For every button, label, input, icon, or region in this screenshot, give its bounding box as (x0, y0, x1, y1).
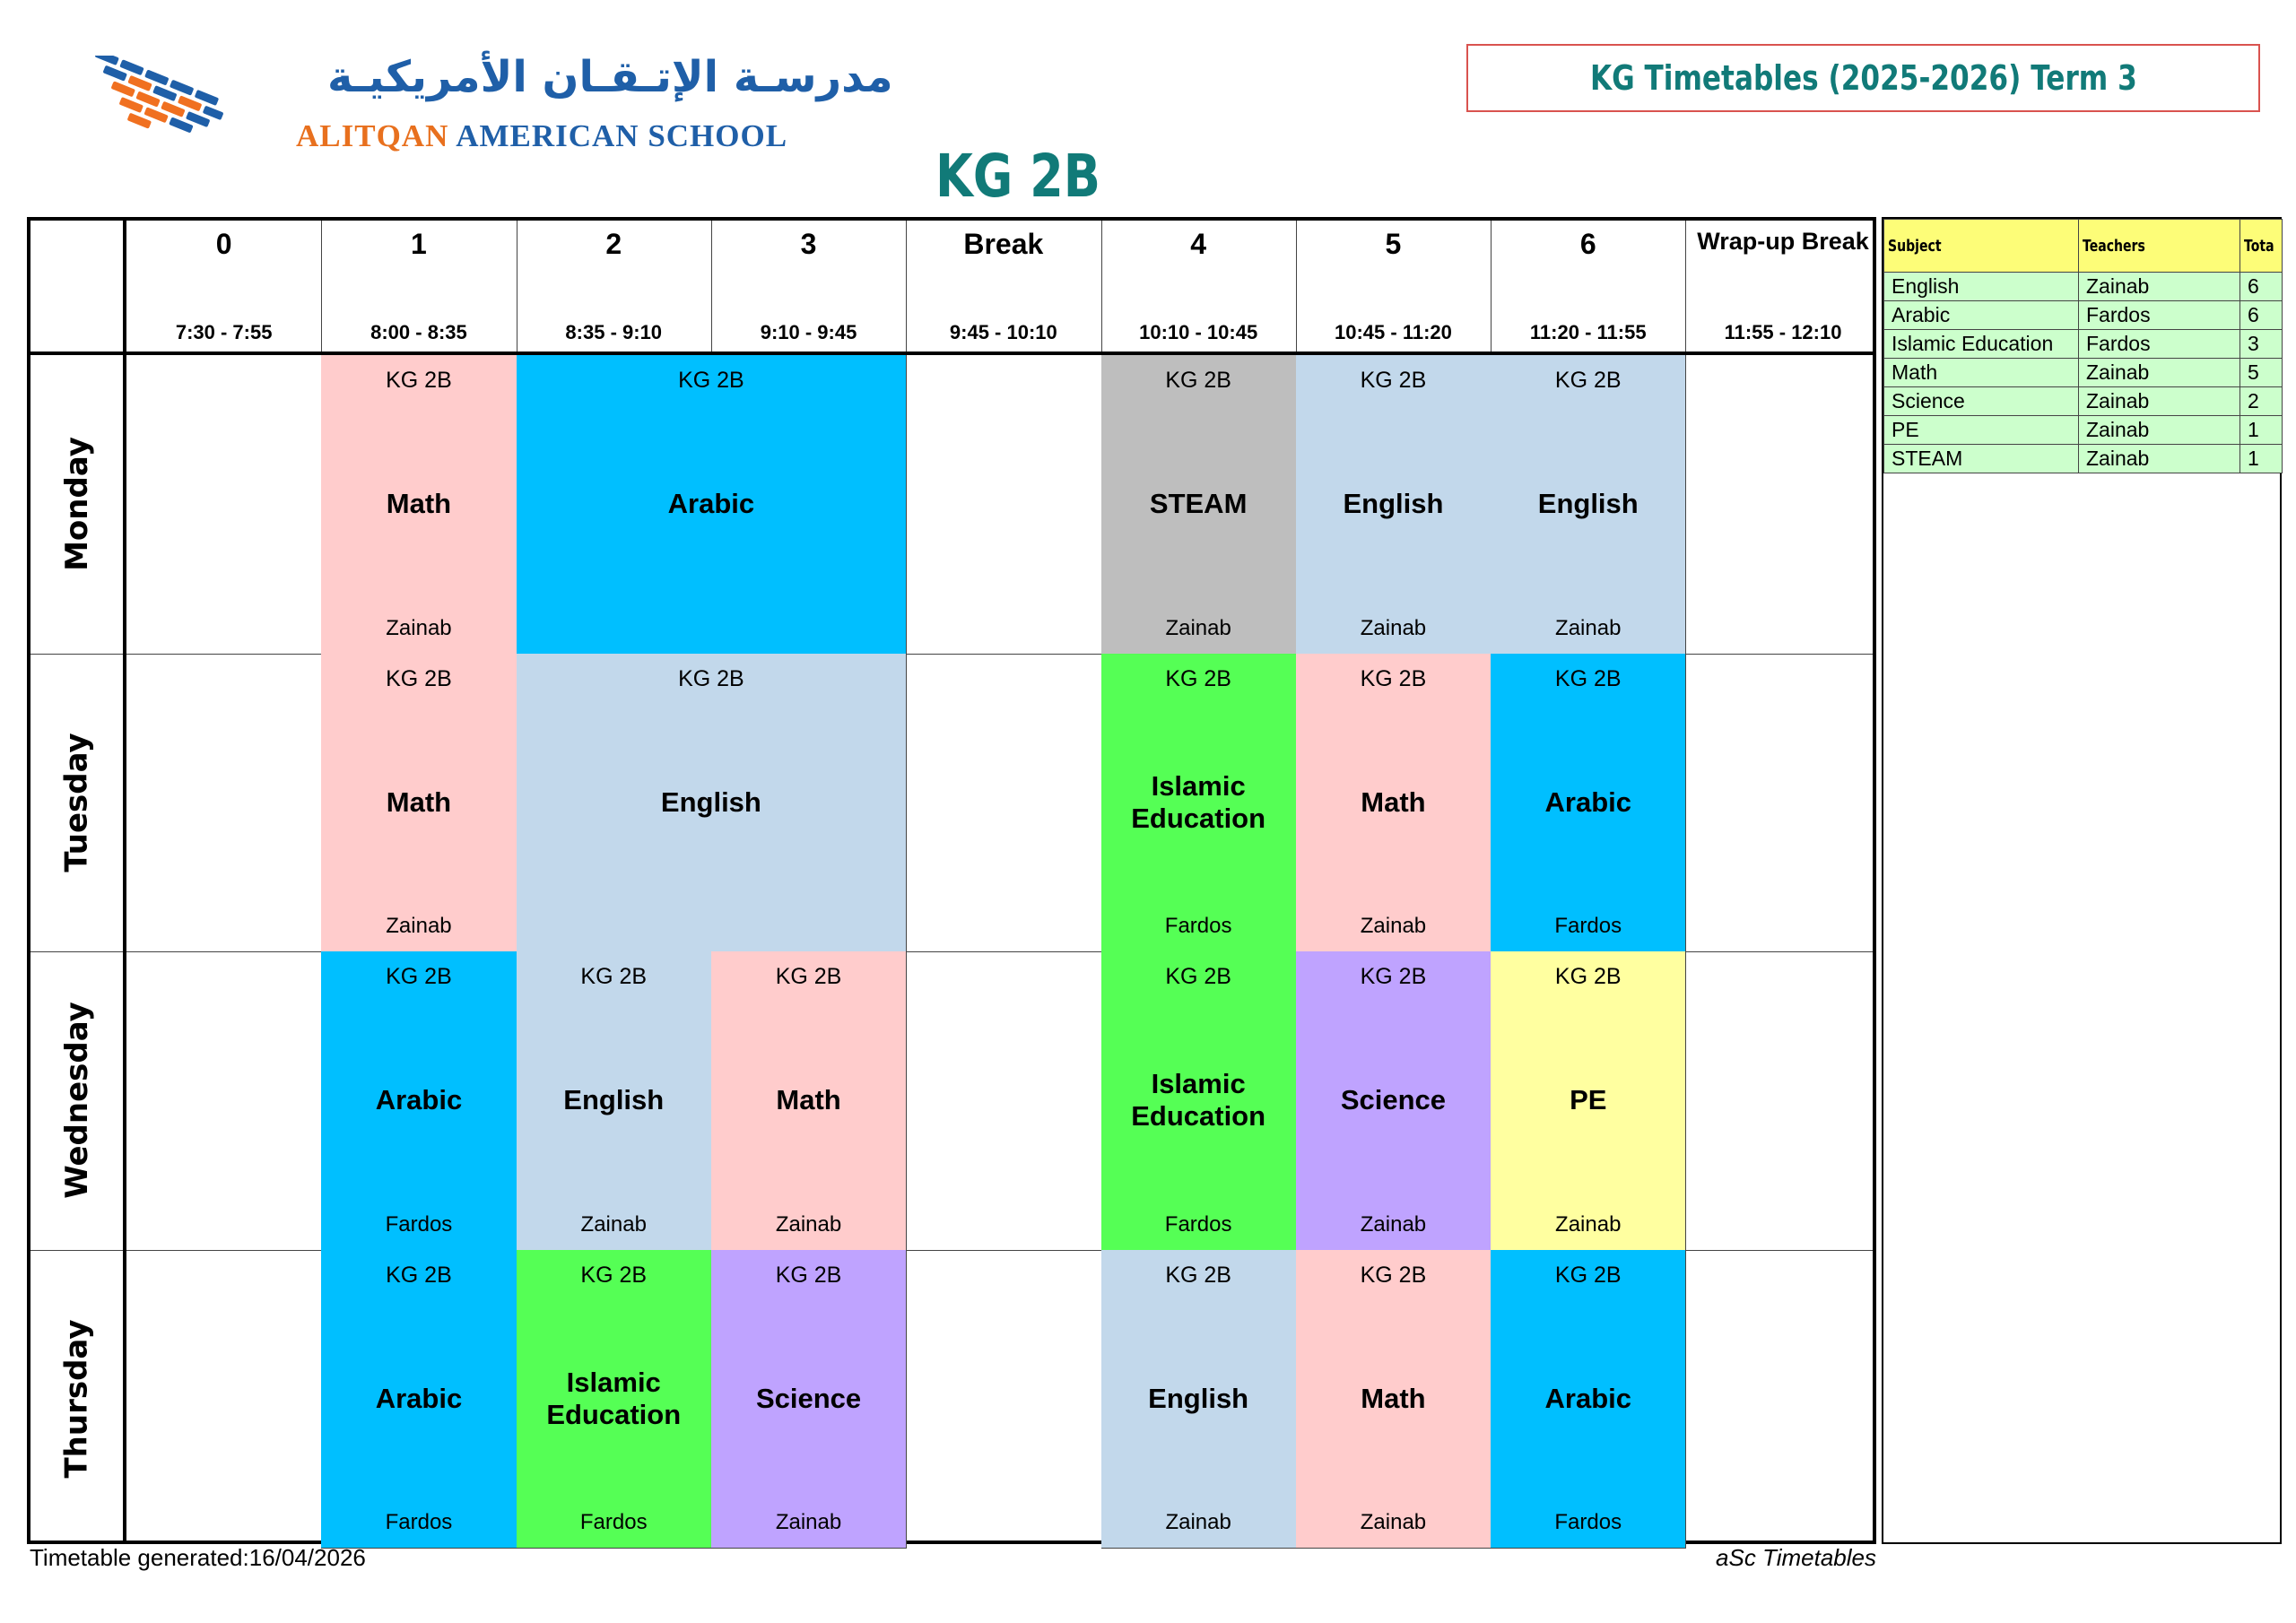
lesson-subject: Arabic (1544, 1382, 1631, 1414)
period-header (1101, 221, 1296, 352)
lesson-cell[interactable] (1296, 355, 1492, 655)
lesson-cell[interactable] (517, 1250, 712, 1549)
lesson-subject: PE (1570, 1084, 1607, 1116)
period-time: 7:30 - 7:55 (175, 321, 273, 343)
school-name-arabic: مدرسـة الإتـقـان الأمريكيـة (327, 52, 893, 102)
summary-column-header (2240, 220, 2283, 273)
day-name: Wednesday (58, 1002, 95, 1200)
lesson-subject: Islamic Education (1131, 769, 1266, 834)
lesson-subject: Arabic (667, 488, 755, 520)
lesson-cell[interactable] (1491, 1250, 1686, 1549)
lesson-teacher: Zainab (1360, 615, 1427, 640)
day-label-monday (30, 355, 123, 654)
lesson-teacher: Zainab (1555, 1211, 1622, 1237)
software-credit: aSc Timetables (1716, 1544, 1876, 1571)
period-time: 8:00 - 8:35 (370, 321, 467, 343)
summary-subject: Science (1884, 387, 2079, 416)
period-time: 10:45 - 11:20 (1335, 321, 1452, 343)
lesson-teacher: Fardos (1554, 914, 1622, 938)
period-header (711, 221, 906, 352)
period-time: 11:55 - 12:10 (1724, 321, 1842, 343)
lesson-cell[interactable] (321, 355, 517, 655)
lesson-class: KG 2B (775, 964, 842, 989)
summary-header-row (1884, 220, 2283, 273)
lesson-class: KG 2B (1165, 665, 1231, 691)
summary-column-header (2079, 220, 2240, 273)
class-title: KG 2B (935, 142, 1101, 211)
day-label-thursday (30, 1250, 123, 1549)
lesson-class: KG 2B (1360, 665, 1427, 691)
lesson-teacher: Zainab (1165, 615, 1231, 640)
lesson-class: KG 2B (775, 1262, 842, 1288)
lesson-cell[interactable] (1101, 951, 1297, 1251)
generated-date: Timetable generated:16/04/2026 (30, 1544, 366, 1571)
lesson-teacher: Fardos (1554, 1510, 1622, 1534)
school-logo-icon (61, 56, 240, 163)
lesson-teacher: Zainab (775, 1211, 842, 1237)
lesson-subject: Math (1361, 1382, 1426, 1414)
period-label: 1 (411, 228, 427, 260)
lesson-teacher: Zainab (1555, 615, 1622, 640)
lesson-cell[interactable] (321, 654, 517, 953)
lesson-teacher: Fardos (1164, 914, 1232, 938)
lesson-teacher: Fardos (385, 1211, 453, 1237)
lesson-cell[interactable] (1101, 355, 1297, 655)
day-column-border (123, 221, 126, 1541)
lesson-teacher: Zainab (1360, 914, 1427, 938)
lesson-class: KG 2B (580, 1262, 648, 1288)
lesson-subject: Math (1361, 785, 1426, 818)
summary-teacher: Zainab (2079, 359, 2240, 387)
period-header (126, 221, 321, 352)
lesson-teacher: Zainab (580, 1211, 647, 1237)
summary-subject: PE (1884, 416, 2079, 445)
document-title-box (1466, 44, 2260, 112)
lesson-cell[interactable] (711, 951, 907, 1251)
lesson-class: KG 2B (386, 964, 452, 989)
summary-row (1884, 273, 2283, 301)
lesson-cell[interactable] (1491, 654, 1686, 953)
day-name: Monday (58, 437, 95, 572)
lesson-class: KG 2B (1554, 665, 1622, 691)
lesson-cell[interactable] (1101, 1250, 1297, 1549)
period-header (906, 221, 1100, 352)
lesson-cell[interactable] (1491, 951, 1686, 1251)
lesson-cell[interactable] (1101, 654, 1297, 953)
summary-subject: Arabic (1884, 301, 2079, 330)
lesson-class: KG 2B (1554, 1262, 1622, 1288)
period-header (321, 221, 516, 352)
lesson-teacher: Zainab (1360, 1510, 1427, 1534)
lesson-subject: Science (1340, 1084, 1447, 1116)
school-name-part-1: ALITQAN (296, 118, 457, 153)
lesson-subject: Arabic (1544, 785, 1631, 818)
period-time: 8:35 - 9:10 (565, 321, 663, 343)
period-label: 5 (1385, 228, 1402, 260)
summary-row (1884, 359, 2283, 387)
lesson-teacher: Zainab (775, 1510, 842, 1534)
lesson-cell[interactable] (517, 355, 908, 655)
period-label: Wrap-up Break (1697, 228, 1869, 255)
lesson-cell[interactable] (321, 1250, 517, 1549)
lesson-subject: Islamic Education (1131, 1068, 1266, 1133)
lesson-subject: Arabic (375, 1382, 463, 1414)
period-time: 9:45 - 10:10 (949, 321, 1057, 343)
lesson-class: KG 2B (1554, 964, 1622, 989)
document-title: KG Timetables (2025-2026) Term 3 (1589, 58, 2137, 98)
timetable-grid (27, 217, 1876, 1544)
summary-row (1884, 387, 2283, 416)
lesson-subject: English (563, 1084, 665, 1116)
lesson-cell[interactable] (1296, 951, 1492, 1251)
day-label-tuesday (30, 654, 123, 952)
summary-row (1884, 301, 2283, 330)
lesson-cell[interactable] (1491, 355, 1686, 655)
lesson-class: KG 2B (1360, 1262, 1427, 1288)
summary-subject: Math (1884, 359, 2079, 387)
lesson-teacher: Zainab (1360, 1211, 1427, 1237)
lesson-teacher: Fardos (579, 1510, 648, 1534)
period-time: 11:20 - 11:55 (1529, 321, 1647, 343)
summary-teacher: Fardos (2079, 330, 2240, 359)
day-label-wednesday (30, 951, 123, 1250)
period-header (1296, 221, 1491, 352)
lesson-class: KG 2B (386, 665, 452, 691)
summary-total: 5 (2240, 359, 2283, 387)
lesson-cell[interactable] (321, 951, 517, 1251)
summary-row (1884, 330, 2283, 359)
lesson-class: KG 2B (1554, 368, 1622, 393)
lesson-teacher: Zainab (1165, 1510, 1231, 1534)
summary-subject: English (1884, 273, 2079, 301)
lesson-class: KG 2B (1360, 368, 1427, 393)
lesson-class: KG 2B (1360, 964, 1427, 989)
lesson-class: KG 2B (678, 665, 744, 691)
period-label: Break (963, 228, 1044, 260)
period-header (517, 221, 711, 352)
lesson-cell[interactable] (1296, 1250, 1492, 1549)
lesson-subject: Islamic Education (546, 1366, 682, 1430)
summary-total: 2 (2240, 387, 2283, 416)
summary-total: 1 (2240, 416, 2283, 445)
lesson-cell[interactable] (711, 1250, 907, 1549)
lesson-class: KG 2B (1165, 368, 1231, 393)
lesson-teacher: Zainab (386, 615, 452, 640)
period-time: 10:10 - 10:45 (1139, 321, 1258, 343)
summary-total: 6 (2240, 301, 2283, 330)
summary-teacher: Fardos (2079, 301, 2240, 330)
summary-total: 1 (2240, 445, 2283, 473)
lesson-subject: Science (755, 1382, 862, 1414)
period-label: 0 (215, 228, 232, 260)
lesson-cell[interactable] (517, 951, 712, 1251)
lesson-subject: Math (386, 488, 452, 520)
summary-subject: Islamic Education (1884, 330, 2079, 359)
lesson-subject: Arabic (375, 1084, 463, 1116)
period-label: 6 (1579, 228, 1596, 260)
lesson-subject: STEAM (1149, 488, 1248, 520)
summary-teacher: Zainab (2079, 416, 2240, 445)
lesson-subject: English (660, 785, 761, 818)
subject-summary-table (1883, 219, 2283, 473)
lesson-subject: English (1343, 488, 1444, 520)
lesson-subject: Math (386, 785, 452, 818)
summary-teacher: Zainab (2079, 273, 2240, 301)
period-label: 4 (1190, 228, 1207, 260)
period-label: 2 (605, 228, 622, 260)
subject-summary-panel (1882, 217, 2282, 1544)
lesson-teacher: Fardos (1164, 1211, 1232, 1237)
lesson-class: KG 2B (1165, 1262, 1231, 1288)
summary-header-text: Subject (1888, 236, 1942, 256)
summary-teacher: Zainab (2079, 387, 2240, 416)
summary-total: 3 (2240, 330, 2283, 359)
lesson-cell[interactable] (1296, 654, 1492, 953)
summary-header-text: Teachers (2083, 236, 2145, 256)
period-header (1491, 221, 1685, 352)
lesson-class: KG 2B (678, 368, 744, 393)
summary-subject: STEAM (1884, 445, 2079, 473)
lesson-subject: Math (776, 1084, 841, 1116)
summary-column-header (1884, 220, 2079, 273)
period-label: 3 (800, 228, 817, 260)
school-name-english (296, 118, 787, 154)
period-time: 9:10 - 9:45 (760, 321, 857, 343)
lesson-class: KG 2B (580, 964, 648, 989)
lesson-teacher: Zainab (386, 914, 452, 938)
day-name: Tuesday (58, 733, 95, 872)
lesson-class: KG 2B (386, 368, 452, 393)
lesson-subject: English (1537, 488, 1639, 520)
lesson-cell[interactable] (517, 654, 908, 953)
school-name-part-2: AMERICAN SCHOOL (456, 118, 788, 153)
summary-row (1884, 445, 2283, 473)
lesson-subject: English (1148, 1382, 1249, 1414)
summary-total: 6 (2240, 273, 2283, 301)
summary-header-text: Tota (2244, 236, 2274, 256)
day-name: Thursday (58, 1319, 95, 1479)
summary-teacher: Zainab (2079, 445, 2240, 473)
period-header (1685, 221, 1880, 352)
summary-row (1884, 416, 2283, 445)
lesson-class: KG 2B (1165, 964, 1231, 989)
lesson-teacher: Fardos (385, 1510, 453, 1534)
lesson-class: KG 2B (386, 1262, 452, 1288)
